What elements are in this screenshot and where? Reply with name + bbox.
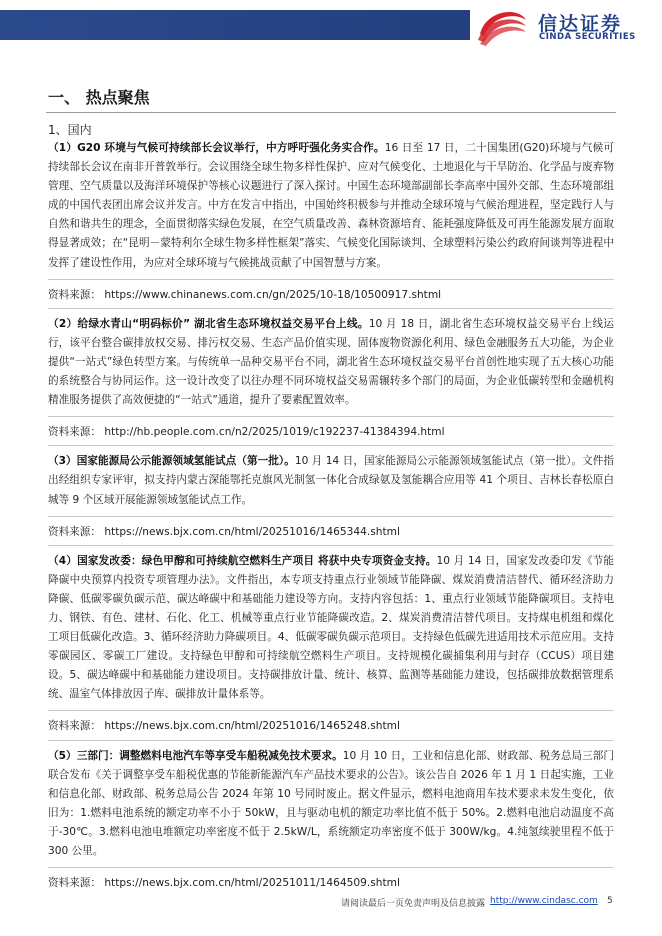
news-source: 资料来源： https://www.chinanews.com.cn/gn/2025/10-18/10500917.shtml <box>48 288 442 301</box>
item-divider <box>48 867 614 868</box>
news-source: 资料来源： https://news.bjx.com.cn/html/20251016/1465344.shtml <box>48 525 400 538</box>
news-list <box>48 139 614 893</box>
news-item <box>48 747 614 862</box>
item-divider <box>48 279 614 280</box>
news-item <box>48 552 614 705</box>
news-headline: （3）国家能源局公示能源领域氢能试点（第一批）。 <box>48 455 295 468</box>
item-divider <box>48 308 614 309</box>
subsection-title: 1、国内 <box>48 123 92 137</box>
item-divider <box>48 516 614 517</box>
header-band <box>0 10 470 40</box>
news-body: 10 月 18 日，湖北省生态环境权益交易平台上线运行，该平台整合碳排放权交易、排污权交易、生态产品价值实现、固体废物资源化利用、绿色金融服务五大功能，为企业提供“一站式”绿色转型方案。与传统单一品种交易平台不同，湖北省生态环境权益交易平台首创性地实现了五大核心功能的系统整合与协同运作。这一设计改变了以往办理不同环境权益交易需辗转多个部门的局面，为企业低碳转型和金融机构精准服务提供了高效便捷的“一站式”通道，提升了要素配置效率。 <box>48 317 615 407</box>
news-source: 资料来源： http://hb.people.com.cn/n2/2025/1019/c192237-41384394.html <box>48 426 445 439</box>
logo-english-name: CINDA SECURITIES <box>539 32 636 42</box>
news-source: 资料来源： https://news.bjx.com.cn/html/20251016/1465248.shtml <box>48 720 400 733</box>
page-number: 5 <box>607 896 613 906</box>
item-divider <box>48 416 614 417</box>
news-item <box>48 315 614 410</box>
news-body: 16 日至 17 日，二十国集团(G20)环境与气候可持续部长会议在南非开普敦举行。会议围绕全球生物多样性保护、应对气候变化、土地退化与干旱防治、化学品与废弃物管理、空气质量以及海洋环境保护等核心议题进行了深入探讨。中国生态环境部副部长李高率中国外交部、生态环境部组成的中国代表团出席会议并发言。中方在发言中指出，中国始终积极参与并推动全球环境与气候治理进程，坚定践行人与自然和谐共生的理念，全面贯彻落实绿色发展，在空气质量改善、森林资源培育、能耗强度降低及可再生能源发展方面取得显著成效；在“昆明－蒙特利尔全球生物多样性框架”落实、气候变化国际谈判、全球塑料污染公约政府间谈判等进程中发挥了建设性作用，为应对全球环境与气候挑战贡献了中国智慧与方案。 <box>48 142 614 269</box>
news-headline: （1）G20 环境与气候可持续部长会议举行，中方呼吁强化务实合作。 <box>48 142 385 154</box>
section-title: 一、 热点聚焦 <box>48 88 150 107</box>
footer-disclaimer: 请阅读最后一页免责声明及信息披露 <box>341 899 486 909</box>
item-divider <box>48 740 614 741</box>
item-divider <box>48 710 614 711</box>
company-logo <box>476 4 656 48</box>
page-header <box>0 0 662 54</box>
news-item <box>48 139 614 273</box>
cinda-logo-icon <box>476 4 528 48</box>
news-headline: （2）给绿水青山“明码标价” 湖北省生态环境权益交易平台上线。 <box>48 317 369 330</box>
news-headline: （5）三部门：调整燃料电池汽车等享受车船税减免技术要求。 <box>48 749 343 762</box>
page-footer <box>0 896 662 916</box>
item-divider <box>48 445 614 446</box>
news-body: 10 月 14 日，国家发改委印发《节能降碳中央预算内投资专项管理办法》。文件指出，本专项支持重点行业领域节能降碳、煤炭消费清洁替代、循环经济助力降碳、低碳零碳负碳示范、碳达峰碳中和基础能力建设等方向。支持内容包括：1、重点行业领域节能降碳项目。支持电力、钢铁、有色、建材、石化、化工、机械等重点行业节能降碳改造。2、煤炭消费清洁替代项目。支持煤电机组和煤化工项目低碳化改造。3、循环经济助力降碳项目。4、低碳零碳负碳示范项目。支持绿色低碳先进适用技术示范应用。支持零碳园区、零碳工厂建设。支持绿色甲醇和可持续航空燃料生产项目。支持规模化碳捕集利用与封存（CCUS）项目建设。5、碳达峰碳中和基础能力建设项目。支持碳排放计量、统计、核算、监测等基础能力建设，包括碳排放数据管理系统、温室气体排放因子库、碳排放计量体系等。 <box>48 554 615 701</box>
footer-website-link[interactable]: http://www.cindasc.com <box>490 896 598 906</box>
item-divider <box>48 545 614 546</box>
news-body: 10 月 14 日，国家能源局公示能源领域氢能试点（第一批）。文件指出经组织专家评审，拟支持内蒙古深能鄂托克旗风光制氢一体化合成绿氨及氢能耦合应用等 41 个项目、吉林长春松原白城等 9 个区域开展能源领域氢能试点工作。 <box>48 455 614 506</box>
news-source: 资料来源： https://news.bjx.com.cn/html/20251011/1464509.shtml <box>48 877 400 890</box>
news-body: 10 月 10 日，工业和信息化部、财政部、税务总局三部门联合发布《关于调整享受车船税优惠的节能新能源汽车产品技术要求的公告》。该公告自 2026 年 1 月 1 日起实施，工业和信息化部、财政部、税务总局公告 2024 年第 10 号同时废止。据文件显示，燃料电池商用车技术要求未发生变化，依旧为：1.燃料电池系统的额定功率不小于 50kW，且与驱动电机的额定功率比值不低于 50%。2.燃料电池启动温度不高于-30℃。3.燃料电池电堆额定功率密度不低于 2.5kW/L，系统额定功率密度不低于 300W/kg。4.纯氢续驶里程不低于 300 公里。 <box>48 749 614 857</box>
section-rule <box>46 112 616 113</box>
news-headline: （4）国家发改委：绿色甲醇和可持续航空燃料生产项目 将获中央专项资金支持。 <box>48 554 437 567</box>
news-item <box>48 452 614 509</box>
logo-chinese-name: 信达证券 <box>538 13 623 35</box>
